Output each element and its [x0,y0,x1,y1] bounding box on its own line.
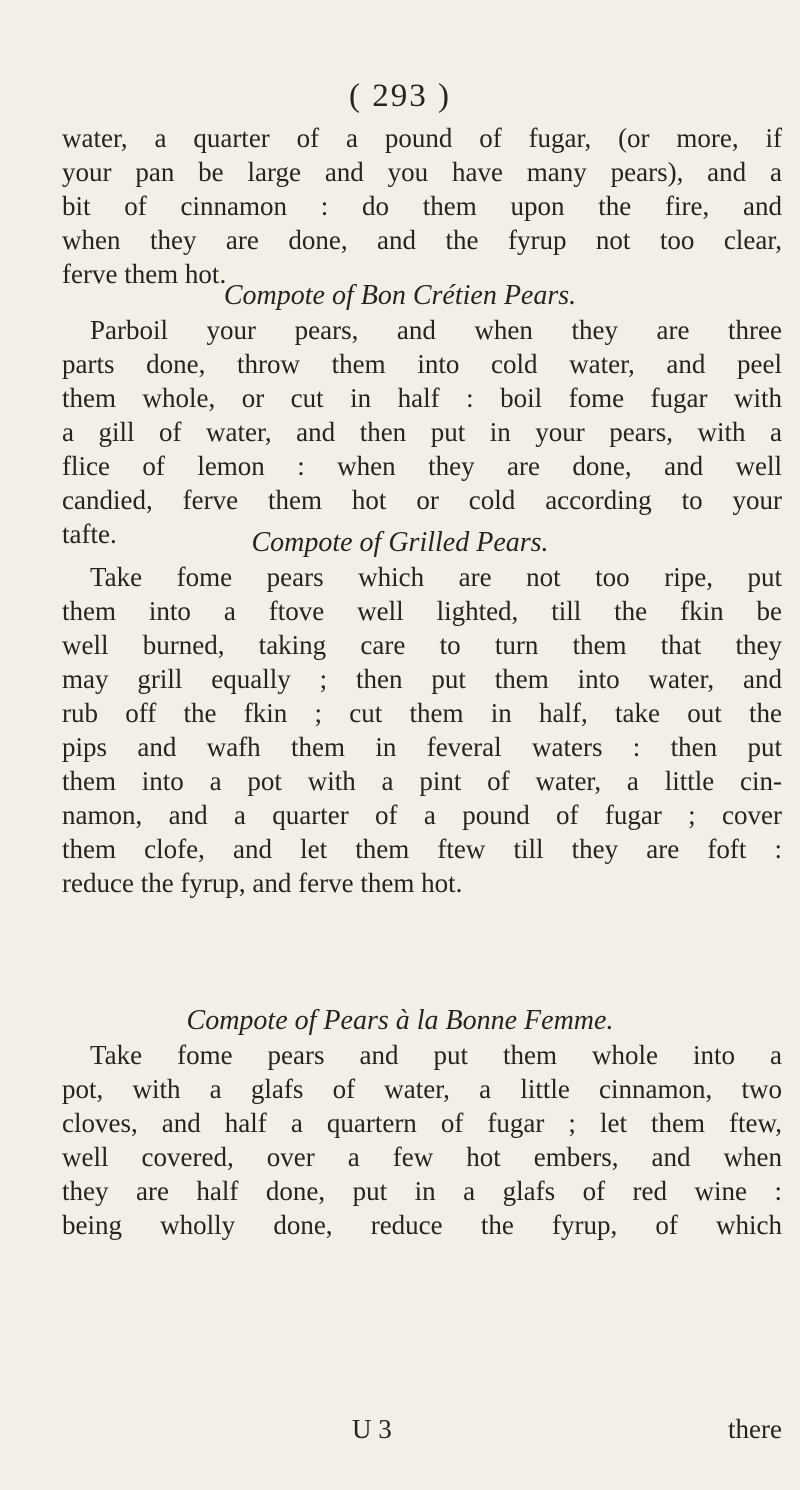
text-line: your pan be large and you have many pears), and a [62,157,782,187]
text-line: them into a ftove well lighted, till the fkin be [62,596,782,626]
text-line: may grill equally ; then put them into water, and [62,664,782,694]
text-line: them into a pot with a pint of water, a little cin- [62,766,782,796]
text-line: ferve them hot. [62,259,227,289]
text-line: pips and wafh them in feveral waters : then put [62,732,782,762]
signature-mark: U 3 [352,1414,392,1444]
section-body-bon-cretien [62,313,782,551]
text-line: Parboil your pears, and when they are three [90,315,782,345]
text-line: reduce the fyrup, and ferve them hot. [62,868,463,898]
text-line: being wholly done, reduce the fyrup, of which [62,1210,782,1240]
text-line: tafte. [62,519,117,549]
text-line: candied, ferve them hot or cold according to your [62,485,782,515]
text-line: cloves, and half a quartern of fugar ; let them ftew, [62,1108,782,1138]
text-line: water, a quarter of a pound of fugar, (or more, if [62,123,782,153]
section-heading-bon-cretien: Compote of Bon Crétien Pears. [223,280,577,311]
text-line: them clofe, and let them ftew till they are foft : [62,834,782,864]
text-line: pot, with a glafs of water, a little cinnamon, two [62,1074,782,1104]
text-line: when they are done, and the fyrup not too clear, [62,225,782,255]
text-line: them whole, or cut in half : boil fome fugar with [62,383,782,413]
text-line: parts done, throw them into cold water, and peel [62,349,782,379]
section-heading-grilled-pears: Compote of Grilled Pears. [251,527,549,558]
text-line: they are half done, put in a glafs of red wine : [62,1176,782,1206]
text-line: rub off the fkin ; cut them in half, take out the [62,698,782,728]
text-line: well burned, taking care to turn them that they [62,630,782,660]
section-body-grilled-pears [62,560,782,900]
section-heading-bonne-femme: Compote of Pears à la Bonne Femme. [186,1005,614,1036]
section-body-bonne-femme [62,1038,782,1242]
text-line: Take fome pears which are not too ripe, put [90,562,782,592]
intro-paragraph [62,121,782,291]
text-line: Take fome pears and put them whole into a [90,1040,782,1070]
catchword: there [728,1414,782,1444]
text-line: namon, and a quarter of a pound of fugar ; cover [62,800,782,830]
text-line: well covered, over a few hot embers, and when [62,1142,782,1172]
text-line: flice of lemon : when they are done, and well [62,451,782,481]
page-number: ( 293 ) [349,78,451,114]
text-line: a gill of water, and then put in your pears, with a [62,417,782,447]
text-line: bit of cinnamon : do them upon the fire, and [62,191,782,221]
